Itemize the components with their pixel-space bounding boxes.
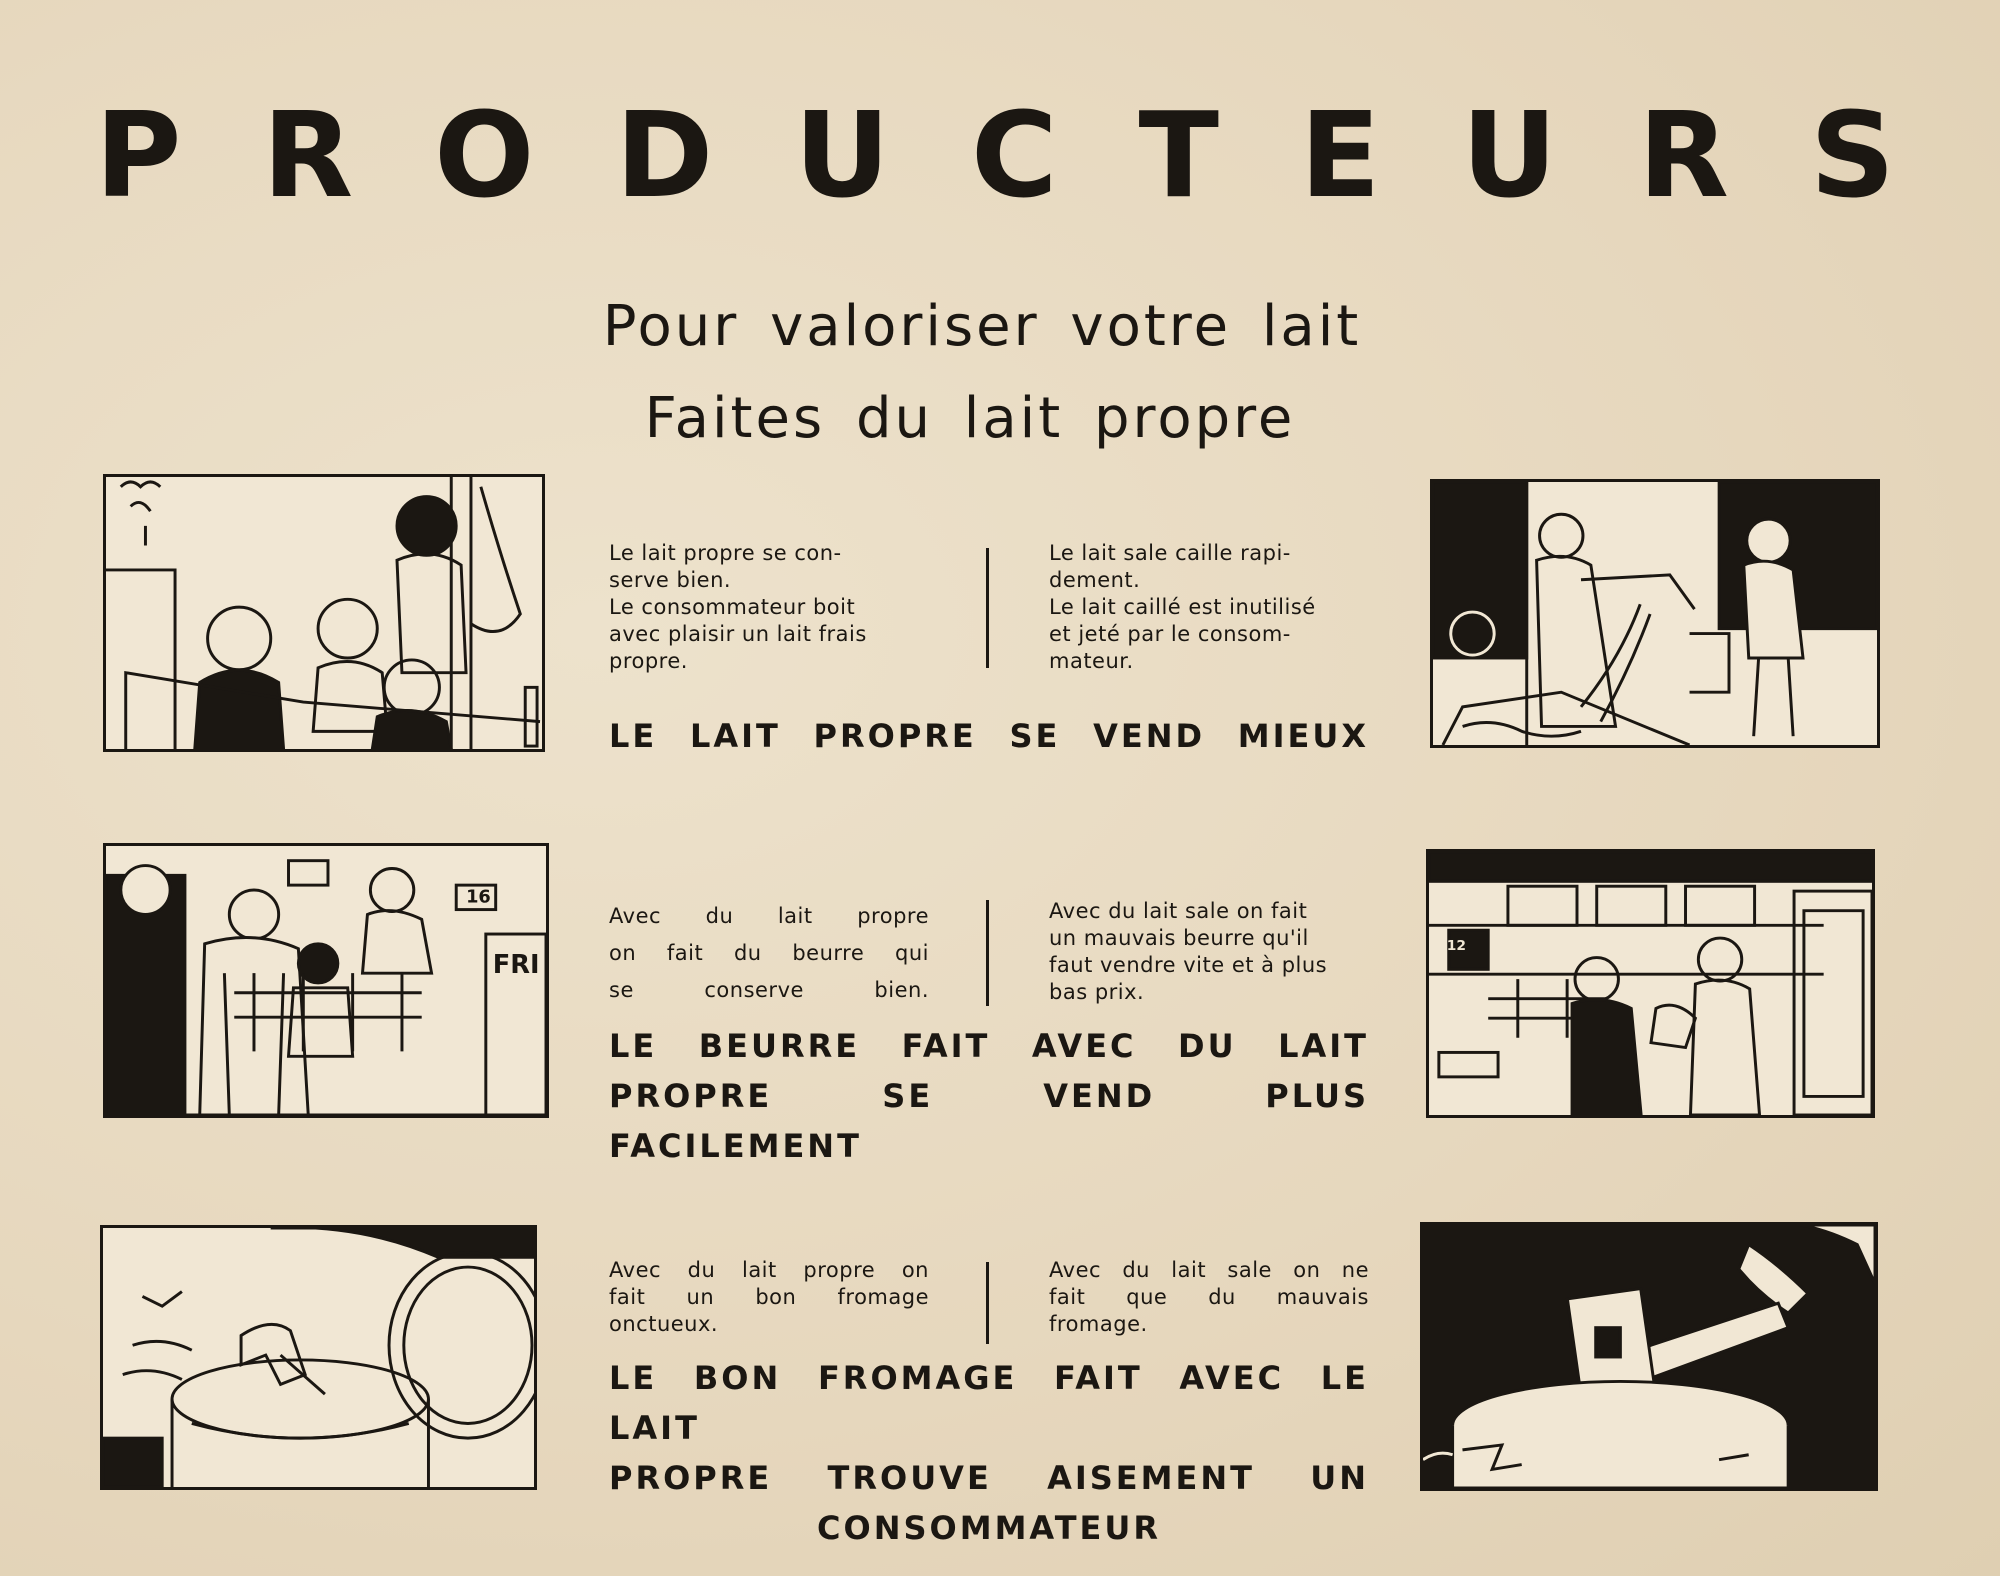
illustration-butter-shop [103, 843, 549, 1118]
title-letter: R [1638, 86, 1730, 224]
slogan-good-cheese-finds-consumer: LE BON FROMAGE FAIT AVEC LE LAIT PROPRE TROUVE AISEMENT UN CONSOMMATEUR [609, 1359, 1369, 1547]
title-letter: R [262, 86, 354, 224]
slogan-clean-milk-sells-better: LE LAIT PROPRE SE VEND MIEUX [609, 717, 1369, 755]
text-clean-milk-cheese: Avec du lait propre on fait un bon fromage onctueux. [609, 1258, 929, 1336]
illustration-hammer-cheese [1420, 1222, 1878, 1491]
page-title [95, 86, 1895, 224]
text-clean-milk-butter: Avec du lait propre on fait du beurre qui se conserve bien. [609, 904, 929, 1002]
title-letter: S [1809, 86, 1895, 224]
text-dirty-milk-cheese: Avec du lait sale on ne fait que du mauvais fromage. [1049, 1258, 1369, 1336]
title-letter: C [970, 86, 1058, 224]
subtitle-line-1: Pour valoriser votre lait [602, 294, 1362, 359]
title-letter: D [615, 86, 714, 224]
text-clean-milk-keeps: Le lait propre se con- serve bien. Le consommateur boit avec plaisir un lait frais propre. [609, 541, 867, 673]
illustration-family-drinking-milk [103, 474, 545, 752]
subtitle-line-2: Faites du lait propre [644, 386, 1296, 451]
price-tag-label: 12 [1446, 937, 1466, 954]
title-letter: P [95, 86, 182, 224]
text-dirty-milk-curdles: Le lait sale caille rapi- dement. Le lait caillé est inutilisé et jeté par le consom- mateur. [1049, 541, 1316, 673]
column-divider [986, 900, 989, 1006]
title-letter: O [434, 86, 535, 224]
title-letter: U [794, 86, 891, 224]
shop-sign-label: FRI [492, 950, 540, 981]
title-letter: U [1461, 86, 1558, 224]
column-divider [986, 548, 989, 668]
slogan-butter-sells-easily: LE BEURRE FAIT AVEC DU LAIT PROPRE SE VEND PLUS FACILEMENT [609, 1027, 1369, 1165]
illustration-woman-pouring-milk [1430, 479, 1880, 748]
title-letter: T [1138, 86, 1219, 224]
text-dirty-milk-butter: Avec du lait sale on fait un mauvais beurre qu'il faut vendre vite et à plus bas prix. [1049, 899, 1328, 1004]
illustration-butter-seller [1426, 849, 1875, 1118]
title-letter: E [1299, 86, 1381, 224]
illustration-good-cheese [100, 1225, 537, 1490]
price-tag-label: 16 [466, 887, 491, 908]
column-divider [986, 1262, 989, 1344]
